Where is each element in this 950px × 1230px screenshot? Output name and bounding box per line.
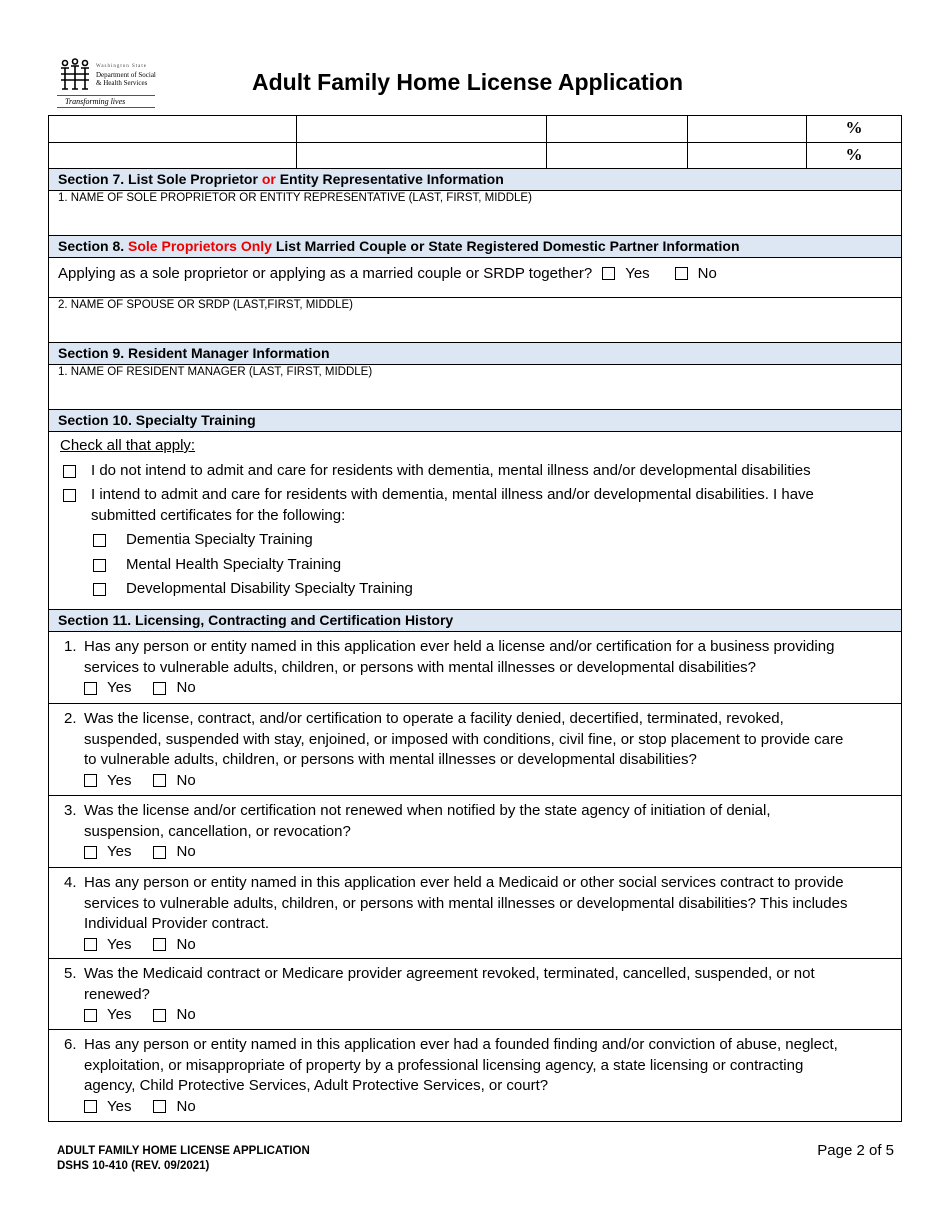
married-couple-question-row bbox=[49, 258, 901, 298]
percent-symbol: % bbox=[845, 118, 863, 137]
logo-divider bbox=[57, 95, 155, 96]
q2-no-checkbox[interactable] bbox=[153, 774, 166, 787]
section7-heading-or: or bbox=[261, 171, 276, 187]
ownership-cell[interactable] bbox=[688, 143, 807, 168]
ownership-name-cell[interactable] bbox=[49, 116, 297, 142]
specialty-option bbox=[60, 485, 892, 526]
yes-label: Yes bbox=[107, 1097, 132, 1115]
section7-heading bbox=[49, 169, 901, 191]
question-line: suspension, cancellation, or revocation? bbox=[84, 822, 351, 840]
history-question-2 bbox=[49, 704, 901, 796]
question-line: Has any person or entity named in this application ever held a Medicaid or other social services contract to provide bbox=[84, 874, 844, 891]
q3-no-checkbox[interactable] bbox=[153, 846, 166, 859]
ownership-cell[interactable] bbox=[297, 116, 547, 142]
yes-label: Yes bbox=[107, 843, 132, 860]
ownership-percent-cell[interactable] bbox=[807, 143, 901, 168]
section11-heading: Section 11. Licensing, Contracting and Certification History bbox=[49, 610, 901, 632]
no-label: No bbox=[176, 843, 196, 860]
ownership-cell[interactable] bbox=[547, 143, 688, 168]
question-line: suspended, suspended with stay, enjoined, or imposed with conditions, civil fine, or stop placement to provide care bbox=[84, 730, 844, 748]
history-question-3 bbox=[49, 796, 901, 868]
no-label: No bbox=[176, 1097, 196, 1115]
mental-health-training-label: Mental Health Specialty Training bbox=[126, 555, 342, 573]
question-line: exploitation, or misappropriate of property by a professional licensing agency, a state licensing or contracting bbox=[84, 1056, 804, 1074]
question-line: Individual Provider contract. bbox=[84, 915, 270, 932]
q6-no-checkbox[interactable] bbox=[153, 1100, 166, 1113]
ownership-cell[interactable] bbox=[547, 116, 688, 142]
spouse-name-label: 2. NAME OF SPOUSE OR SRDP (LAST,FIRST, MIDDLE) bbox=[58, 299, 354, 311]
question-number: 6. bbox=[64, 1036, 77, 1053]
ownership-row bbox=[49, 116, 901, 143]
history-question-1 bbox=[49, 632, 901, 704]
ownership-row bbox=[49, 143, 901, 169]
q1-yes-checkbox[interactable] bbox=[84, 682, 97, 695]
specialty-checkbox[interactable] bbox=[63, 489, 76, 502]
q5-yes-checkbox[interactable] bbox=[84, 1009, 97, 1022]
dementia-training-label: Dementia Specialty Training bbox=[126, 531, 313, 548]
section10-heading: Section 10. Specialty Training bbox=[49, 410, 901, 432]
section8-heading-rest: List Married Couple or State Registered Domestic Partner Information bbox=[271, 238, 740, 254]
question-line: Has any person or entity named in this application ever had a founded finding and/or conviction of abuse, neglect, bbox=[84, 1036, 838, 1053]
no-specialty-option bbox=[60, 461, 892, 482]
question-number: 4. bbox=[64, 874, 77, 891]
no-specialty-checkbox[interactable] bbox=[63, 465, 76, 478]
resident-manager-name-label: 1. NAME OF RESIDENT MANAGER (LAST, FIRST, MIDDLE) bbox=[58, 366, 373, 378]
history-question-4 bbox=[49, 868, 901, 959]
dshs-logo bbox=[57, 58, 157, 114]
yes-label: Yes bbox=[107, 1006, 132, 1023]
no-label: No bbox=[697, 265, 717, 282]
no-label: No bbox=[176, 771, 196, 789]
q4-yes-checkbox[interactable] bbox=[84, 938, 97, 951]
question-line: renewed? bbox=[84, 985, 150, 1003]
spouse-name-field[interactable] bbox=[49, 298, 901, 343]
q3-yes-checkbox[interactable] bbox=[84, 846, 97, 859]
resident-manager-name-field[interactable] bbox=[49, 365, 901, 410]
no-label: No bbox=[176, 679, 196, 696]
section7-heading-part1: Section 7. List Sole Proprietor bbox=[58, 171, 262, 187]
no-specialty-label: I do not intend to admit and care for residents with dementia, mental illness and/or developmental disabilities bbox=[91, 461, 811, 479]
yes-label: Yes bbox=[107, 771, 132, 789]
question-number: 1. bbox=[64, 638, 77, 655]
section8-heading bbox=[49, 236, 901, 258]
developmental-disability-training-label: Developmental Disability Specialty Training bbox=[126, 580, 413, 597]
yes-label: Yes bbox=[107, 935, 132, 953]
q2-yes-checkbox[interactable] bbox=[84, 774, 97, 787]
q1-no-checkbox[interactable] bbox=[153, 682, 166, 695]
no-label: No bbox=[176, 1006, 196, 1023]
section9-heading: Section 9. Resident Manager Information bbox=[49, 343, 901, 365]
footer-form-title: ADULT FAMILY HOME LICENSE APPLICATION bbox=[57, 1145, 310, 1157]
percent-symbol: % bbox=[845, 145, 863, 164]
section7-heading-part2: Entity Representative Information bbox=[275, 171, 504, 187]
ownership-cell[interactable] bbox=[688, 116, 807, 142]
logo-divider bbox=[57, 107, 155, 108]
page-number: Page 2 of 5 bbox=[817, 1142, 894, 1159]
section8-heading-sole-only: Sole Proprietors Only bbox=[128, 238, 272, 254]
married-couple-no-checkbox[interactable] bbox=[675, 267, 688, 280]
sole-proprietor-name-field[interactable] bbox=[49, 191, 901, 236]
mental-health-training-option bbox=[93, 555, 892, 576]
question-line: services to vulnerable adults, children, or persons with mental illnesses or developmental disabilities? bbox=[84, 658, 757, 676]
question-line: Was the license and/or certification not renewed when notified by the state agency of initiation of denial, bbox=[84, 802, 771, 819]
specialty-label-line2: submitted certificates for the following: bbox=[91, 506, 346, 524]
specialty-sub-options bbox=[93, 530, 892, 600]
logo-agency-name bbox=[96, 63, 156, 87]
question-line: Was the Medicaid contract or Medicare provider agreement revoked, terminated, cancelled, suspended, or not bbox=[84, 965, 815, 982]
history-question-5 bbox=[49, 959, 901, 1030]
logo-state: Washington State bbox=[96, 64, 148, 69]
sole-proprietor-name-label: 1. NAME OF SOLE PROPRIETOR OR ENTITY REPRESENTATIVE (LAST, FIRST, MIDDLE) bbox=[58, 192, 532, 204]
question-number: 5. bbox=[64, 965, 77, 982]
question-line: Was the license, contract, and/or certification to operate a facility denied, decertified, terminated, revoked, bbox=[84, 710, 784, 727]
specialty-training-block bbox=[49, 432, 901, 610]
ownership-cell[interactable] bbox=[297, 143, 547, 168]
married-couple-yes-checkbox[interactable] bbox=[602, 267, 615, 280]
q6-yes-checkbox[interactable] bbox=[84, 1100, 97, 1113]
no-label: No bbox=[176, 935, 196, 953]
check-all-instruction: Check all that apply: bbox=[60, 437, 196, 454]
question-line: agency, Child Protective Services, Adult Protective Services, or court? bbox=[84, 1077, 549, 1094]
question-line: services to vulnerable adults, children, or persons with mental illnesses or developmental disabilities? This includes bbox=[84, 894, 848, 912]
footer-form-number: DSHS 10-410 (REV. 09/2021) bbox=[57, 1160, 210, 1172]
history-question-6 bbox=[49, 1030, 901, 1122]
document-title: Adult Family Home License Application bbox=[252, 69, 684, 95]
logo-agency-line1: Department of Social bbox=[96, 71, 156, 79]
married-couple-question: Applying as a sole proprietor or applying as a married couple or SRDP together? bbox=[58, 265, 593, 282]
dementia-training-option bbox=[93, 530, 892, 551]
developmental-disability-training-checkbox[interactable] bbox=[93, 583, 106, 596]
yes-label: Yes bbox=[625, 265, 650, 282]
question-number: 3. bbox=[64, 802, 77, 819]
footer-form-info bbox=[57, 1144, 310, 1174]
specialty-label-line1: I intend to admit and care for residents with dementia, mental illness and/or developmental disabilities. I have bbox=[91, 486, 814, 503]
ownership-percent-cell[interactable] bbox=[807, 116, 901, 142]
question-line: to vulnerable adults, children, or persons with mental illnesses or developmental disabilities? bbox=[84, 751, 697, 768]
form-body bbox=[48, 115, 902, 1122]
dshs-family-icon bbox=[57, 58, 93, 92]
question-line: Has any person or entity named in this application ever held a license and/or certification for a business providing bbox=[84, 638, 835, 655]
mental-health-training-checkbox[interactable] bbox=[93, 559, 106, 572]
yes-label: Yes bbox=[107, 679, 132, 696]
q5-no-checkbox[interactable] bbox=[153, 1009, 166, 1022]
question-number: 2. bbox=[64, 710, 77, 727]
logo-agency-line2: & Health Services bbox=[96, 79, 148, 87]
logo-tagline: Transforming lives bbox=[65, 97, 126, 106]
developmental-disability-training-option bbox=[93, 579, 892, 600]
dementia-training-checkbox[interactable] bbox=[93, 534, 106, 547]
q4-no-checkbox[interactable] bbox=[153, 938, 166, 951]
section8-heading-prefix: Section 8. bbox=[58, 238, 129, 254]
ownership-name-cell[interactable] bbox=[49, 143, 297, 168]
